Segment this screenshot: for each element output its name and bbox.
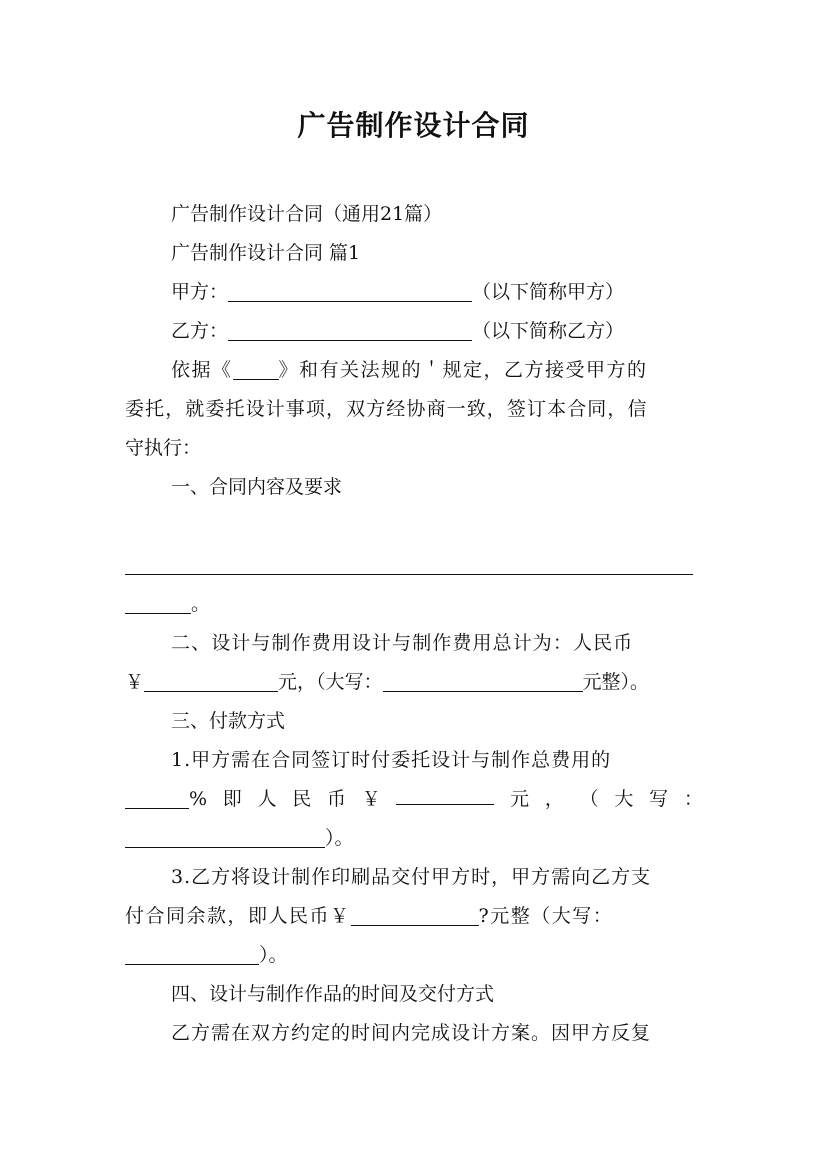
payment-1-word: （ (579, 788, 599, 810)
payment-1-word: ￥ (361, 788, 381, 810)
payment-3-line-1: 3.乙方将设计制作印刷品交付甲方时，甲方需向乙方支 (171, 866, 652, 888)
party-a-blank (228, 277, 472, 302)
section-1-heading: 一、合同内容及要求 (171, 476, 343, 498)
payment-1-item (125, 780, 207, 819)
party-a-line (125, 273, 703, 312)
basis-line-1 (125, 351, 703, 390)
section-1-end-mark: 。 (191, 593, 211, 615)
payment-1-capital-blank (125, 823, 325, 848)
payment-1-word: 大 (614, 788, 634, 810)
content-blank-end (125, 589, 191, 614)
payment-1-line-3 (125, 819, 703, 858)
basis-text-a: 依据《 (171, 359, 233, 381)
spacer (125, 507, 703, 546)
contract-body (125, 195, 703, 1053)
payment-3-line-3 (125, 936, 703, 975)
basis-line-3: 守执行： (125, 437, 202, 459)
yuan-sign: ￥ (125, 671, 145, 693)
payment-1-word: 人 (257, 788, 277, 810)
payment-1-word: 写 (649, 788, 669, 810)
basis-text-b: 》和有关法规的＇规定，乙方接受甲方的 (278, 359, 648, 381)
section-1-blank-line (125, 546, 703, 585)
balance-amount-blank (351, 901, 479, 926)
payment-3-text-b: ?元整（大写： (478, 905, 614, 927)
payment-3-line-2 (125, 897, 703, 936)
payment-1-line-1: 1.甲方需在合同签订时付委托设计与制作总费用的 (171, 749, 612, 771)
payment-1-word: % (189, 788, 208, 810)
section-3-heading: 三、付款方式 (171, 710, 286, 732)
section-4-heading: 四、设计与制作作品的时间及交付方式 (171, 983, 495, 1005)
payment-1-word: 币 (326, 788, 346, 810)
payment-1-line-2 (125, 780, 703, 819)
payment-1-word: ： (683, 788, 703, 810)
fee-text: 元，（大写： (278, 671, 383, 693)
party-b-note: （以下简称乙方） (472, 320, 625, 342)
balance-capital-blank (125, 940, 259, 965)
basis-law-blank (233, 355, 279, 380)
party-a-label: 甲方： (171, 281, 229, 303)
section-2-line-2 (125, 663, 703, 702)
content-blank (125, 550, 693, 575)
payment-3-end: ）。 (259, 944, 288, 966)
fee-end: 元整）。 (582, 671, 650, 693)
basis-line-2: 委托，就委托设计事项，双方经协商一致，签订本合同，信 (125, 398, 648, 420)
party-b-blank (228, 316, 472, 341)
party-b-line (125, 312, 703, 351)
fee-capital-blank (383, 667, 583, 692)
payment-1-amount-blank (396, 780, 494, 805)
section-1-end-line (125, 585, 703, 624)
section-4-line-1: 乙方需在双方约定的时间内完成设计方案。因甲方反复 (171, 1022, 652, 1044)
piece-heading: 广告制作设计合同 篇1 (171, 242, 361, 264)
party-a-note: （以下简称甲方） (472, 281, 625, 303)
payment-1-word: ， (544, 788, 564, 810)
payment-3-text-a: 付合同余款，即人民币￥ (125, 905, 351, 927)
payment-1-end: ）。 (325, 827, 354, 849)
percent-blank (125, 784, 189, 809)
payment-1-word: 元 (510, 788, 530, 810)
payment-1-word: 即 (222, 788, 242, 810)
document-title: 广告制作设计合同 (297, 109, 530, 142)
subtitle-line: 广告制作设计合同（通用21篇） (171, 203, 443, 225)
payment-1-word: 民 (292, 788, 312, 810)
section-2-line-1: 二、设计与制作费用设计与制作费用总计为：人民币 (171, 632, 634, 654)
fee-amount-blank (144, 667, 278, 692)
party-b-label: 乙方： (171, 320, 229, 342)
